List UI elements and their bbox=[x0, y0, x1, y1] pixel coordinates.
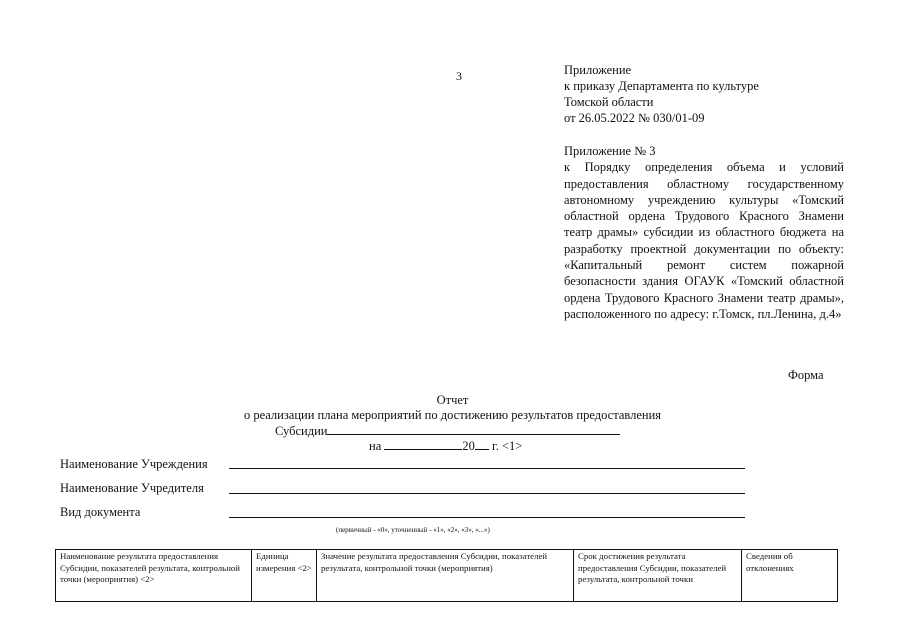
subsidy-label: Субсидии bbox=[275, 424, 328, 438]
date-prefix: на bbox=[369, 439, 382, 453]
appendix-title: Приложение № 3 bbox=[564, 144, 656, 158]
appendix-body: к Порядку определения объема и условий предоставления областному государственному автономному учреждению культуры «Томский областной ордена Трудового Красного Знамени театр драмы» субсидии из областного бюджета на разработку проектной документации по объекту: «Капитальный ремонт систем пожарной безопасности здания ОГАУК «Томский областной ордена Трудового Красного Знамени театр драмы», расположенного по адресу: г.Томск, пл.Ленина, д.4» bbox=[564, 160, 844, 321]
page-number: 3 bbox=[456, 69, 462, 83]
report-subtitle: о реализации плана мероприятий по достижению результатов предоставления bbox=[243, 408, 662, 422]
approval-line: от 26.05.2022 № 030/01-09 bbox=[564, 111, 705, 125]
date-suffix: г. <1> bbox=[492, 439, 523, 453]
approval-line: Приложение bbox=[564, 63, 632, 77]
table-header-row bbox=[56, 550, 838, 602]
founder-label: Наименование Учредителя bbox=[60, 481, 204, 495]
year-blank[interactable] bbox=[475, 438, 489, 450]
table-header-cell: Единица измерения <2> bbox=[252, 550, 317, 602]
report-date-line bbox=[369, 438, 522, 454]
table-header-cell: Сведения об отклонениях bbox=[742, 550, 838, 602]
report-title: Отчет bbox=[436, 393, 469, 407]
form-label: Форма bbox=[788, 368, 824, 382]
report-subsidy-line bbox=[275, 423, 620, 439]
date-year: 20 bbox=[462, 439, 475, 453]
appendix-block bbox=[564, 143, 844, 322]
institution-blank[interactable] bbox=[229, 468, 745, 469]
table-header-cell: Срок достижения результата предоставления Субсидии, показателей результата, контрольной точки bbox=[574, 550, 742, 602]
results-table bbox=[55, 549, 838, 602]
doc-type-hint: (первичный - «0», уточненный - «1», «2», «3», «...») bbox=[336, 526, 490, 534]
founder-blank[interactable] bbox=[229, 493, 745, 494]
doc-type-blank[interactable] bbox=[229, 517, 745, 518]
subsidy-blank[interactable] bbox=[327, 423, 620, 435]
date-blank[interactable] bbox=[384, 438, 462, 450]
table-header-cell: Значение результата предоставления Субсидии, показателей результата, контрольной точки (мероприятия) bbox=[317, 550, 574, 602]
institution-label: Наименование Учреждения bbox=[60, 457, 208, 471]
doc-type-label: Вид документа bbox=[60, 505, 141, 519]
approval-line: к приказу Департамента по культуре bbox=[564, 79, 759, 93]
table-header-cell: Наименование результата предоставления Субсидии, показателей результата, контрольной точки (мероприятия) <2> bbox=[56, 550, 252, 602]
approval-line: Томской области bbox=[564, 95, 654, 109]
approval-block bbox=[564, 62, 844, 126]
